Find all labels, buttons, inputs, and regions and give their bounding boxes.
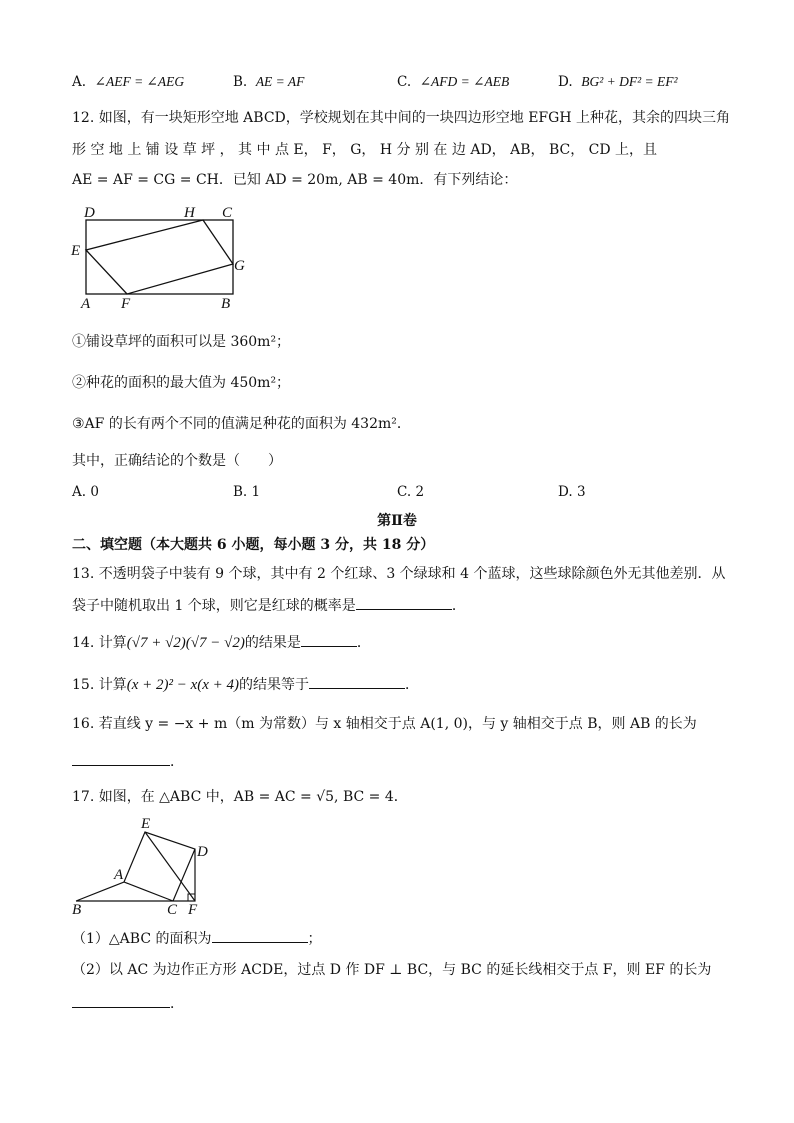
- q12-line-3: AE = AF = CG = CH．已知 AD = 20m, AB = 40m．有下列结论：: [72, 172, 518, 188]
- segment-ac: [124, 882, 173, 901]
- q12-rectangle-figure: [60, 198, 260, 313]
- q17-part2-answer-blank[interactable]: [72, 993, 170, 1008]
- q17-part-1: （1）△ABC 的面积为 ；: [72, 928, 322, 949]
- q12-option-d: D. 3: [558, 484, 586, 500]
- label-c: C: [222, 205, 233, 221]
- q17-part-2: （2）以 AC 为边作正方形 ACDE，过点 D 作 DF ⊥ BC，与 BC 的延长线相交于点 F，则 EF 的长为: [72, 962, 712, 978]
- quadrilateral-efgh: [86, 220, 233, 294]
- q12-option-b: B. 1: [233, 484, 261, 500]
- q12-line-2: 形 空 地 上 铺 设 草 坪 ， 其 中 点 E， F， G， H 分 别 在 边 AD， AB， BC， CD 上，且: [72, 142, 658, 158]
- label-f: F: [121, 296, 131, 312]
- q12-question: 其中，正确结论的个数是（ ）: [72, 453, 282, 469]
- volume-title: 第Ⅱ卷: [377, 513, 417, 529]
- q15-expression: (x + 2)² − x(x + 4): [126, 677, 240, 693]
- label-h: H: [184, 205, 195, 221]
- q16-line-2: ．: [72, 751, 184, 772]
- q12-line-1: 12. 如图，有一块矩形空地 ABCD，学校规划在其中间的一块四边形空地 EFGH 上种花，其余的四块三角: [72, 110, 730, 126]
- q13-line-1: 13. 不透明袋子中装有 9 个球，其中有 2 个红球、3 个绿球和 4 个蓝球，这些球除颜色外无其他差别．从: [72, 566, 726, 582]
- q11-option-c: C. ∠AFD = ∠AEB: [397, 74, 510, 90]
- q11-option-d: D. BG² + DF² = EF²: [558, 74, 678, 90]
- q12-statement-3: ③AF 的长有两个不同的值满足种花的面积为 432m²．: [72, 416, 411, 432]
- label-e: E: [141, 816, 151, 832]
- q12-statement-2: ②种花的面积的最大值为 450m²；: [72, 375, 291, 391]
- q13-line-2: 袋子中随机取出 1 个球，则它是红球的概率是 ．: [72, 595, 466, 616]
- q16-answer-blank[interactable]: [72, 751, 170, 766]
- label-b: B: [72, 902, 82, 918]
- q17-part-2-answer-line: ．: [72, 993, 184, 1014]
- q15-answer-blank[interactable]: [309, 674, 405, 689]
- q14-answer-blank[interactable]: [301, 632, 357, 647]
- section-2-title: 二、填空题（本大题共 6 小题，每小题 3 分，共 18 分）: [72, 537, 435, 553]
- label-f: F: [188, 902, 198, 918]
- label-e: E: [71, 243, 81, 259]
- label-g: G: [234, 258, 245, 274]
- label-b: B: [221, 296, 231, 312]
- label-d: D: [84, 205, 95, 221]
- q15-line: 15. 计算(x + 2)² − x(x + 4)的结果等于 ．: [72, 674, 419, 695]
- label-a: A: [114, 867, 124, 883]
- q12-option-c: C. 2: [397, 484, 425, 500]
- label-d: D: [197, 844, 208, 860]
- q11-option-a: A. ∠AEF = ∠AEG: [72, 74, 185, 90]
- q11-option-b: B. AE = AF: [233, 74, 305, 90]
- label-a: A: [81, 296, 91, 312]
- q14-expression: (√7 + √2)(√7 − √2): [126, 635, 245, 651]
- q12-option-a: A. 0: [72, 484, 99, 500]
- q17-part1-answer-blank[interactable]: [212, 928, 308, 943]
- q12-statement-1: ①铺设草坪的面积可以是 360m²；: [72, 334, 291, 350]
- q14-line: 14. 计算(√7 + √2)(√7 − √2)的结果是 ．: [72, 632, 371, 653]
- label-c: C: [167, 902, 178, 918]
- q13-answer-blank[interactable]: [356, 595, 452, 610]
- q16-line-1: 16. 若直线 y = −x + m（m 为常数）与 x 轴相交于点 A(1, 0)，与 y 轴相交于点 B，则 AB 的长为: [72, 716, 697, 732]
- q17-line-1: 17. 如图，在 △ABC 中，AB = AC = √5, BC = 4．: [72, 789, 408, 805]
- q17-triangle-square-figure: [64, 814, 214, 918]
